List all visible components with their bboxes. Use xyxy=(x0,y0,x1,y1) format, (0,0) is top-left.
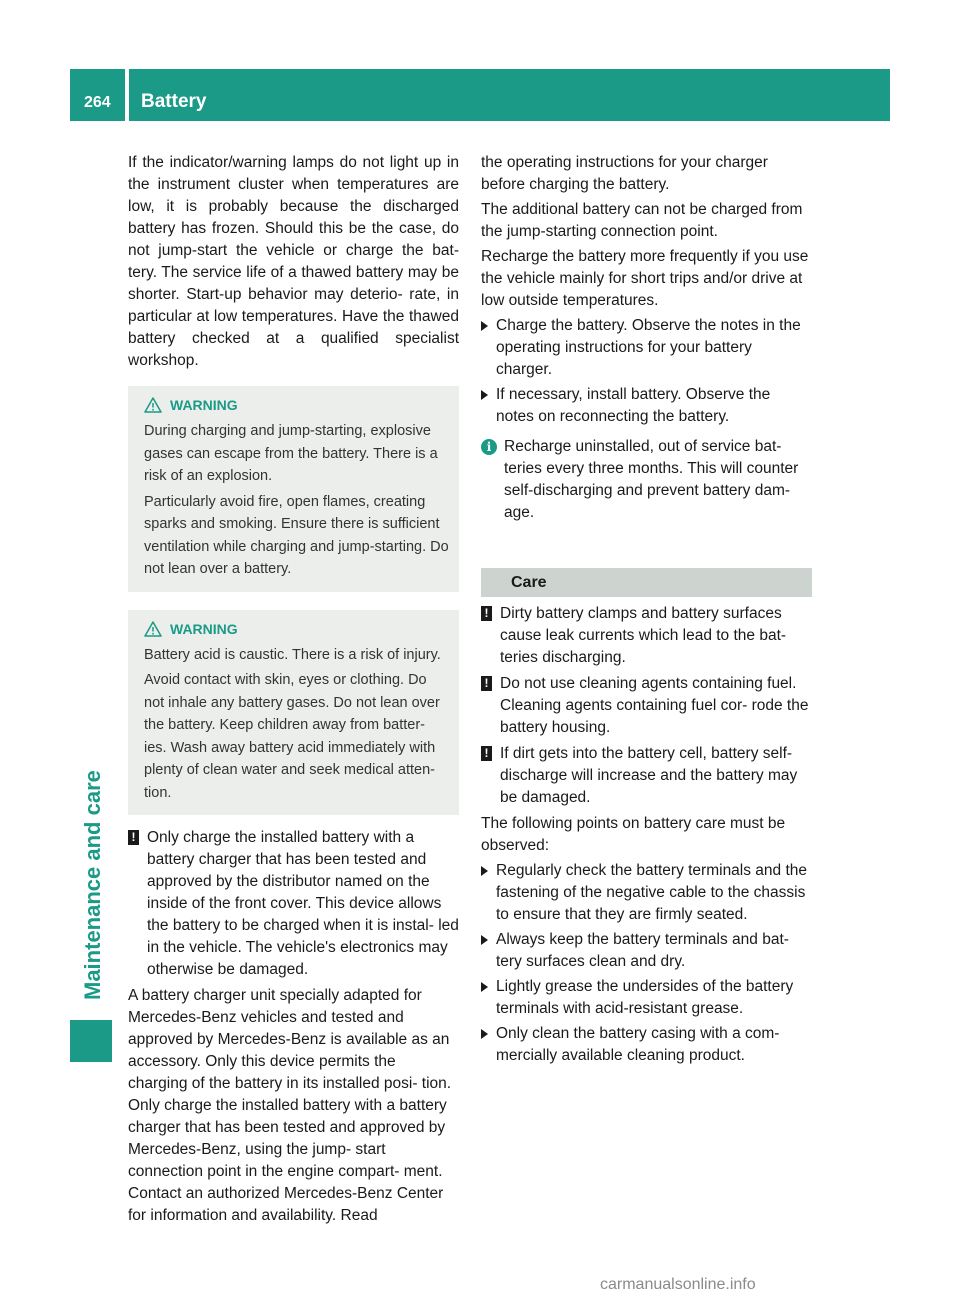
warning-box-acid xyxy=(128,610,459,816)
exclamation-icon: ! xyxy=(481,746,492,761)
additional-battery-paragraph: The additional battery can not be charged from the jump-starting connection point. xyxy=(481,201,803,240)
care-intro-paragraph: The following points on battery care must be observed: xyxy=(481,815,786,854)
exclamation-icon: ! xyxy=(481,676,492,691)
left-column xyxy=(128,152,459,1230)
warning-box-explosion xyxy=(128,386,459,592)
caution-note xyxy=(481,743,812,809)
info-note xyxy=(481,436,812,524)
step-item xyxy=(481,860,812,926)
arrow-right-icon xyxy=(481,935,488,945)
arrow-right-icon xyxy=(481,321,488,331)
note-text: Dirty battery clamps and battery surfaces cause leak currents which lead to the bat- teries discharging. xyxy=(500,605,787,666)
step-text: Regularly check the battery terminals and the fastening of the negative cable to the chassis to ensure that they are firmly seated. xyxy=(496,862,808,923)
continue-paragraph: the operating instructions for your charger before charging the battery. xyxy=(481,154,768,193)
warning-triangle-icon xyxy=(144,621,162,637)
step-item xyxy=(481,384,812,428)
watermark: carmanualsonline.info xyxy=(600,1276,756,1293)
warning-heading xyxy=(144,394,449,416)
step-text: Charge the battery. Observe the notes in the operating instructions for your battery charger. xyxy=(496,317,801,378)
intro-paragraph: If the indicator/warning lamps do not light up in the instrument cluster when temperatures are low, it is probably because the discharged battery has frozen. Should this be the case, do not jump-start the vehicle or charge the bat- tery. The service life of a thawed battery may be shorter. Start-up behavior may deterio- rate, in particular at low temperatures. Have the thawed battery checked at a qualified specialist workshop. xyxy=(128,154,459,369)
caution-note xyxy=(481,603,812,669)
warning-text: Battery acid is caustic. There is a risk of injury. xyxy=(144,646,441,663)
exclamation-icon: ! xyxy=(481,606,492,621)
arrow-right-icon xyxy=(481,1029,488,1039)
warning-text: Avoid contact with skin, eyes or clothing. Do not inhale any battery gases. Do not lean over the battery. Keep children away from batter- ies. Wash away battery acid immediately with plenty of clean water and seek medical atten- tion. xyxy=(144,672,440,801)
warning-triangle-icon xyxy=(144,397,162,413)
page-number: 264 xyxy=(84,94,111,111)
note-text: Only charge the installed battery with a battery charger that has been tested and approved by the distributor named on the inside of the front cover. This device allows the battery to be charged when it is instal- led in the vehicle. The vehicle's electronics may otherwise be damaged. xyxy=(147,829,459,978)
warning-label: WARNING xyxy=(170,397,238,413)
side-tab-label: Maintenance and care xyxy=(80,770,105,1000)
step-text: Lightly grease the undersides of the battery terminals with acid-resistant grease. xyxy=(496,978,794,1017)
note-text: If dirt gets into the battery cell, battery self-discharge will increase and the battery may be damaged. xyxy=(500,745,798,806)
recharge-paragraph: Recharge the battery more frequently if you use the vehicle mainly for short trips and/or drive at low outside temperatures. xyxy=(481,248,809,309)
arrow-right-icon xyxy=(481,866,488,876)
step-item xyxy=(481,976,812,1020)
step-text: If necessary, install battery. Observe the notes on reconnecting the battery. xyxy=(496,386,771,425)
step-item xyxy=(481,315,812,381)
step-item xyxy=(481,1023,812,1067)
caution-note xyxy=(481,673,812,739)
page-title: Battery xyxy=(141,91,207,112)
step-text: Only clean the battery casing with a com- mercially available cleaning product. xyxy=(496,1025,780,1064)
warning-text: During charging and jump-starting, explosive gases can escape from the battery. There is a risk of an explosion. xyxy=(144,423,438,484)
step-text: Always keep the battery terminals and bat- tery surfaces clean and dry. xyxy=(496,931,789,970)
step-item xyxy=(481,929,812,973)
warning-heading xyxy=(144,618,449,640)
caution-note xyxy=(128,827,459,981)
arrow-right-icon xyxy=(481,982,488,992)
arrow-right-icon xyxy=(481,390,488,400)
side-tab-block xyxy=(70,1020,112,1062)
section-heading-care: Care xyxy=(481,568,812,597)
right-column xyxy=(481,152,812,1070)
header-divider xyxy=(125,69,129,121)
warning-label: WARNING xyxy=(170,620,238,637)
warning-text: Particularly avoid fire, open flames, creating sparks and smoking. Ensure there is sufficient ventilation while charging and jump-starting. Do not lean over a battery. xyxy=(144,493,449,577)
info-text: Recharge uninstalled, out of service bat- teries every three months. This will counter self-discharging and prevent battery dam- age. xyxy=(504,438,799,521)
note-text: Do not use cleaning agents containing fuel. Cleaning agents containing fuel cor- rode the battery housing. xyxy=(500,675,809,736)
charger-paragraph: A battery charger unit specially adapted for Mercedes-Benz vehicles and tested and approved by Mercedes-Benz is available as an accessory. Only this device permits the charging of the battery in its installed posi- tion. Only charge the installed battery with a battery charger that has been tested and approved by Mercedes-Benz, using the jump- start connection point in the engine compart- ment. Contact an authorized Mercedes-Benz Center for information and availability. Read xyxy=(128,987,452,1224)
exclamation-icon: ! xyxy=(128,830,139,845)
info-icon: i xyxy=(481,439,497,455)
